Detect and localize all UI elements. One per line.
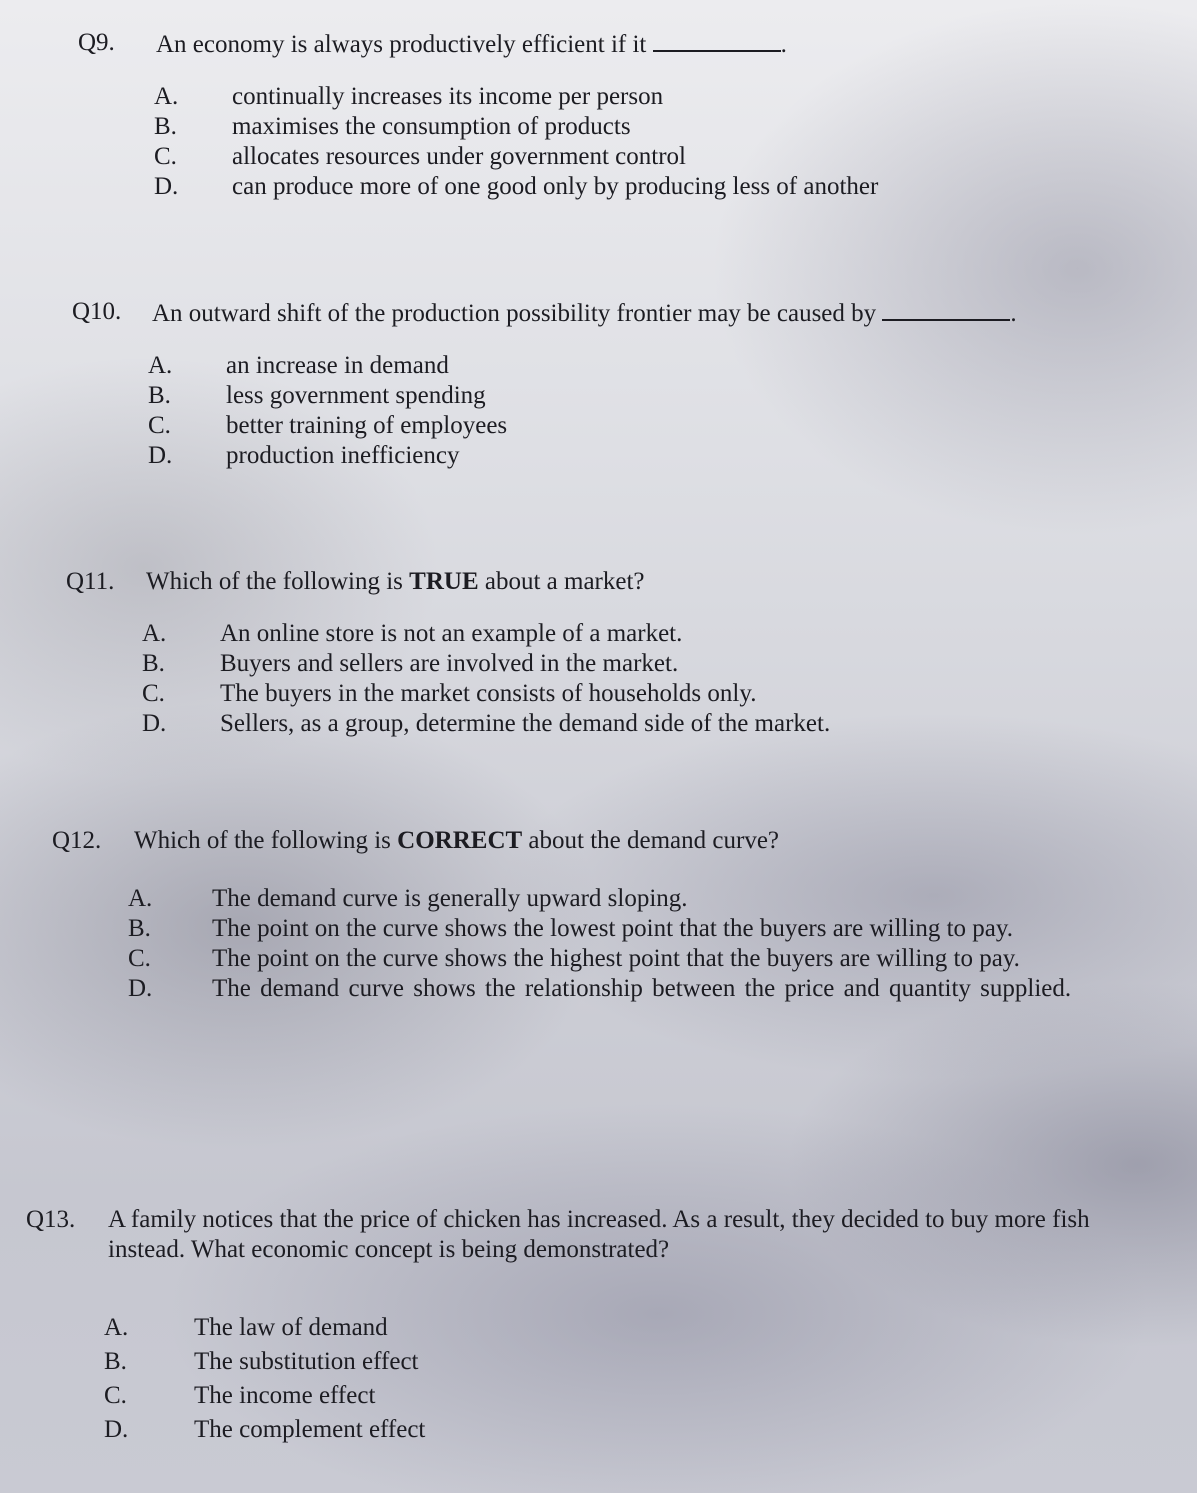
question-text: Which of the following is CORRECT about the demand curve? bbox=[134, 827, 780, 854]
question-number: Q9. bbox=[78, 29, 115, 56]
options-list bbox=[104, 1311, 1101, 1447]
options-list bbox=[128, 884, 1092, 1004]
option-b: B. The substitution effect bbox=[104, 1348, 419, 1375]
question-stem bbox=[78, 28, 1118, 60]
options-list bbox=[148, 351, 1132, 471]
option-d: D. Sellers, as a group, determine the demand side of the market. bbox=[142, 710, 831, 737]
question-text: An outward shift of the production possibility frontier may be caused by . bbox=[152, 297, 1132, 329]
question-q10 bbox=[72, 297, 1132, 471]
option-d: D. can produce more of one good only by producing less of another bbox=[154, 173, 879, 200]
question-stem bbox=[72, 297, 1132, 329]
question-stem bbox=[26, 1205, 1101, 1265]
option-b: B. maximises the consumption of products bbox=[154, 113, 631, 140]
question-number: Q11. bbox=[66, 568, 115, 595]
answer-blank bbox=[882, 297, 1010, 321]
option-d: D. The complement effect bbox=[104, 1416, 426, 1443]
question-q11 bbox=[66, 567, 1126, 739]
question-stem bbox=[52, 826, 1092, 856]
question-text: An economy is always productively efficient if it . bbox=[156, 28, 1118, 60]
option-c: C. The income effect bbox=[104, 1382, 376, 1409]
question-q13 bbox=[26, 1205, 1101, 1447]
question-stem bbox=[66, 567, 1126, 597]
question-text: A family notices that the price of chicken has increased. As a result, they decided to buy more fish instead. What economic concept is being demonstrated? bbox=[108, 1206, 1090, 1263]
question-number: Q10. bbox=[72, 298, 122, 325]
answer-blank bbox=[653, 28, 781, 52]
question-text: Which of the following is TRUE about a market? bbox=[146, 568, 645, 595]
option-b: B. less government spending bbox=[148, 382, 486, 409]
option-a: A. continually increases its income per person bbox=[154, 83, 664, 110]
question-q9 bbox=[78, 28, 1118, 202]
option-b: B. The point on the curve shows the lowest point that the buyers are willing to pay. bbox=[128, 915, 1013, 942]
option-a: A. an increase in demand bbox=[148, 352, 449, 379]
option-d: D. production inefficiency bbox=[148, 442, 460, 469]
emphasis-keyword: CORRECT bbox=[397, 827, 523, 854]
option-c: C. better training of employees bbox=[148, 412, 508, 439]
question-q12 bbox=[52, 826, 1092, 1004]
option-b: B. Buyers and sellers are involved in the market. bbox=[142, 650, 679, 677]
option-c: C. The buyers in the market consists of households only. bbox=[142, 680, 757, 707]
option-a: A. The demand curve is generally upward sloping. bbox=[128, 885, 688, 912]
emphasis-keyword: TRUE bbox=[409, 568, 479, 595]
option-a: A. The law of demand bbox=[104, 1314, 388, 1341]
option-c: C. allocates resources under government control bbox=[154, 143, 686, 170]
option-a: A. An online store is not an example of a market. bbox=[142, 620, 683, 647]
option-c: C. The point on the curve shows the highest point that the buyers are willing to pay. bbox=[128, 945, 1020, 972]
question-number: Q12. bbox=[52, 827, 102, 854]
options-list bbox=[154, 82, 1118, 202]
option-d: D. The demand curve shows the relationship between the price and quantity supplied. bbox=[128, 975, 1072, 1002]
question-number: Q13. bbox=[26, 1206, 76, 1233]
options-list bbox=[142, 619, 1126, 739]
